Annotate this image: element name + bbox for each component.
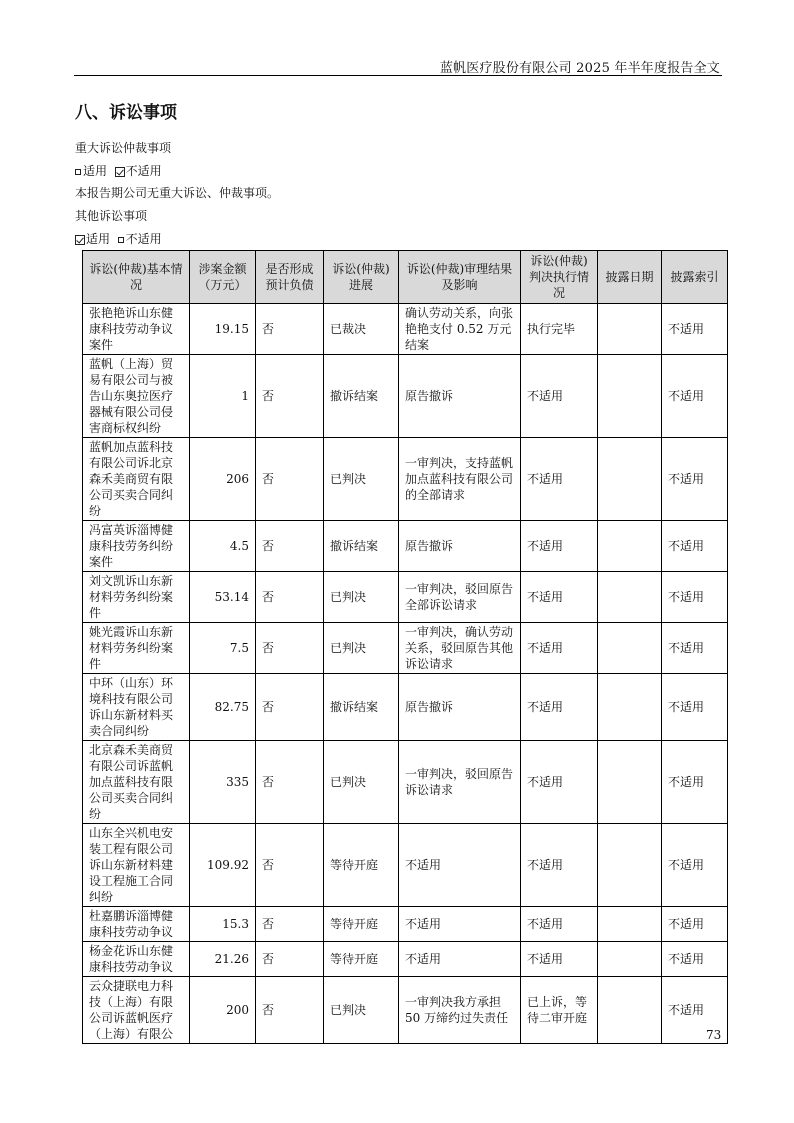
cell-amount: 335 <box>190 741 256 824</box>
table-body <box>83 304 728 1044</box>
option-applicable-label: 适用 <box>83 164 108 178</box>
cell-amount: 53.14 <box>190 572 256 623</box>
cell-execution: 不适用 <box>521 438 598 521</box>
cell-progress: 撤诉结案 <box>324 521 399 572</box>
checked-box-icon <box>115 167 125 177</box>
cell-case: 刘文凯诉山东新材料劳务纠纷案件 <box>83 572 190 623</box>
unchecked-box-icon <box>75 169 81 175</box>
cell-liability: 否 <box>256 674 324 741</box>
cell-liability: 否 <box>256 438 324 521</box>
cell-index: 不适用 <box>662 623 728 674</box>
other-litigation-heading: 其他诉讼事项 <box>75 209 148 223</box>
cell-case: 姚光霞诉山东新材料劳务纠纷案件 <box>83 623 190 674</box>
cell-liability: 否 <box>256 741 324 824</box>
cell-case: 中环（山东）环境科技有限公司诉山东新材料买卖合同纠纷 <box>83 674 190 741</box>
table-row <box>83 741 728 824</box>
report-title: 蓝帆医疗股份有限公司 2025 年半年度报告全文 <box>439 61 720 76</box>
cell-index: 不适用 <box>662 824 728 907</box>
option-not-applicable-label: 不适用 <box>125 232 162 246</box>
major-litigation-heading: 重大诉讼仲裁事项 <box>75 141 172 155</box>
cell-execution: 不适用 <box>521 674 598 741</box>
cell-case: 蓝帆（上海）贸易有限公司与被告山东奥拉医疗器械有限公司侵害商标权纠纷 <box>83 355 190 438</box>
other-litigation-options <box>75 230 162 247</box>
cell-date <box>598 623 662 674</box>
header-divider <box>74 75 722 76</box>
table-row <box>83 674 728 741</box>
cell-case: 云众捷联电力科技（上海）有限公司诉蓝帆医疗（上海）有限公 <box>83 977 190 1044</box>
cell-case: 山东全兴机电安装工程有限公司诉山东新材料建设工程施工合同纠纷 <box>83 824 190 907</box>
table-row <box>83 977 728 1044</box>
cell-liability: 否 <box>256 623 324 674</box>
cell-date <box>598 907 662 942</box>
cell-amount: 206 <box>190 438 256 521</box>
column-header: 诉讼(仲裁)判决执行情况 <box>521 251 598 304</box>
column-header: 披露索引 <box>662 251 728 304</box>
cell-date <box>598 824 662 907</box>
cell-result: 确认劳动关系，向张艳艳支付 0.52 万元结案 <box>399 304 521 355</box>
cell-liability: 否 <box>256 977 324 1044</box>
cell-result: 一审判决，驳回原告全部诉讼请求 <box>399 572 521 623</box>
cell-date <box>598 521 662 572</box>
column-header: 是否形成预计负债 <box>256 251 324 304</box>
major-litigation-statement: 本报告期公司无重大诉讼、仲裁事项。 <box>75 186 280 200</box>
cell-progress: 已判决 <box>324 572 399 623</box>
table-row <box>83 824 728 907</box>
table-row <box>83 907 728 942</box>
cell-date <box>598 304 662 355</box>
cell-result: 一审判决，支持蓝帆加点蓝科技有限公司的全部请求 <box>399 438 521 521</box>
cell-index: 不适用 <box>662 438 728 521</box>
cell-index: 不适用 <box>662 355 728 438</box>
cell-execution: 不适用 <box>521 623 598 674</box>
litigation-table <box>82 250 728 1044</box>
cell-progress: 已判决 <box>324 438 399 521</box>
major-litigation-options <box>75 162 162 179</box>
cell-progress: 等待开庭 <box>324 907 399 942</box>
cell-liability: 否 <box>256 824 324 907</box>
cell-progress: 撤诉结案 <box>324 355 399 438</box>
cell-execution: 不适用 <box>521 907 598 942</box>
table-header-row <box>83 251 728 304</box>
cell-index: 不适用 <box>662 674 728 741</box>
cell-amount: 19.15 <box>190 304 256 355</box>
option-applicable-label: 适用 <box>86 232 111 246</box>
cell-amount: 21.26 <box>190 942 256 977</box>
cell-result: 不适用 <box>399 907 521 942</box>
page-number: 73 <box>706 1028 722 1042</box>
cell-amount: 7.5 <box>190 623 256 674</box>
cell-result: 一审判决我方承担 50 万缔约过失责任 <box>399 977 521 1044</box>
cell-index: 不适用 <box>662 521 728 572</box>
column-header: 诉讼(仲裁)基本情况 <box>83 251 190 304</box>
cell-amount: 109.92 <box>190 824 256 907</box>
cell-result: 一审判决，驳回原告诉讼请求 <box>399 741 521 824</box>
cell-execution: 不适用 <box>521 355 598 438</box>
cell-amount: 4.5 <box>190 521 256 572</box>
cell-execution: 执行完毕 <box>521 304 598 355</box>
column-header: 披露日期 <box>598 251 662 304</box>
table-row <box>83 304 728 355</box>
cell-progress: 已裁决 <box>324 304 399 355</box>
cell-result: 不适用 <box>399 824 521 907</box>
checked-box-icon <box>75 235 85 245</box>
table-row <box>83 942 728 977</box>
cell-date <box>598 355 662 438</box>
cell-progress: 已判决 <box>324 623 399 674</box>
cell-progress: 等待开庭 <box>324 942 399 977</box>
cell-liability: 否 <box>256 572 324 623</box>
table-row <box>83 572 728 623</box>
cell-execution: 不适用 <box>521 741 598 824</box>
cell-date <box>598 741 662 824</box>
cell-amount: 15.3 <box>190 907 256 942</box>
unchecked-box-icon <box>118 237 124 243</box>
cell-execution: 不适用 <box>521 942 598 977</box>
cell-case: 杨金花诉山东健康科技劳动争议 <box>83 942 190 977</box>
cell-execution: 已上诉，等待二审开庭 <box>521 977 598 1044</box>
cell-execution: 不适用 <box>521 572 598 623</box>
table-row <box>83 355 728 438</box>
cell-index: 不适用 <box>662 304 728 355</box>
cell-liability: 否 <box>256 907 324 942</box>
cell-index: 不适用 <box>662 907 728 942</box>
cell-execution: 不适用 <box>521 824 598 907</box>
cell-progress: 已判决 <box>324 741 399 824</box>
cell-amount: 200 <box>190 977 256 1044</box>
option-not-applicable-label: 不适用 <box>125 164 162 178</box>
cell-liability: 否 <box>256 355 324 438</box>
column-header: 涉案金额（万元） <box>190 251 256 304</box>
cell-result: 不适用 <box>399 942 521 977</box>
cell-progress: 撤诉结案 <box>324 674 399 741</box>
cell-result: 原告撤诉 <box>399 355 521 438</box>
cell-result: 原告撤诉 <box>399 674 521 741</box>
cell-index: 不适用 <box>662 741 728 824</box>
cell-case: 冯富英诉淄博健康科技劳务纠纷案件 <box>83 521 190 572</box>
table-row <box>83 438 728 521</box>
cell-date <box>598 942 662 977</box>
cell-progress: 等待开庭 <box>324 824 399 907</box>
cell-liability: 否 <box>256 304 324 355</box>
cell-case: 蓝帆加点蓝科技有限公司诉北京森禾美商贸有限公司买卖合同纠纷 <box>83 438 190 521</box>
cell-case: 北京森禾美商贸有限公司诉蓝帆加点蓝科技有限公司买卖合同纠纷 <box>83 741 190 824</box>
column-header: 诉讼(仲裁)审理结果及影响 <box>399 251 521 304</box>
cell-date <box>598 572 662 623</box>
cell-date <box>598 977 662 1044</box>
cell-amount: 1 <box>190 355 256 438</box>
section-title: 八、诉讼事项 <box>75 103 177 123</box>
cell-result: 一审判决，确认劳动关系，驳回原告其他诉讼请求 <box>399 623 521 674</box>
cell-date <box>598 674 662 741</box>
cell-case: 张艳艳诉山东健康科技劳动争议案件 <box>83 304 190 355</box>
cell-index: 不适用 <box>662 977 728 1044</box>
cell-case: 杜嘉鹏诉淄博健康科技劳动争议 <box>83 907 190 942</box>
cell-result: 原告撤诉 <box>399 521 521 572</box>
cell-index: 不适用 <box>662 572 728 623</box>
cell-liability: 否 <box>256 942 324 977</box>
cell-amount: 82.75 <box>190 674 256 741</box>
column-header: 诉讼(仲裁)进展 <box>324 251 399 304</box>
cell-progress: 已判决 <box>324 977 399 1044</box>
table-row <box>83 623 728 674</box>
cell-date <box>598 438 662 521</box>
cell-execution: 不适用 <box>521 521 598 572</box>
cell-index: 不适用 <box>662 942 728 977</box>
table-row <box>83 521 728 572</box>
cell-liability: 否 <box>256 521 324 572</box>
